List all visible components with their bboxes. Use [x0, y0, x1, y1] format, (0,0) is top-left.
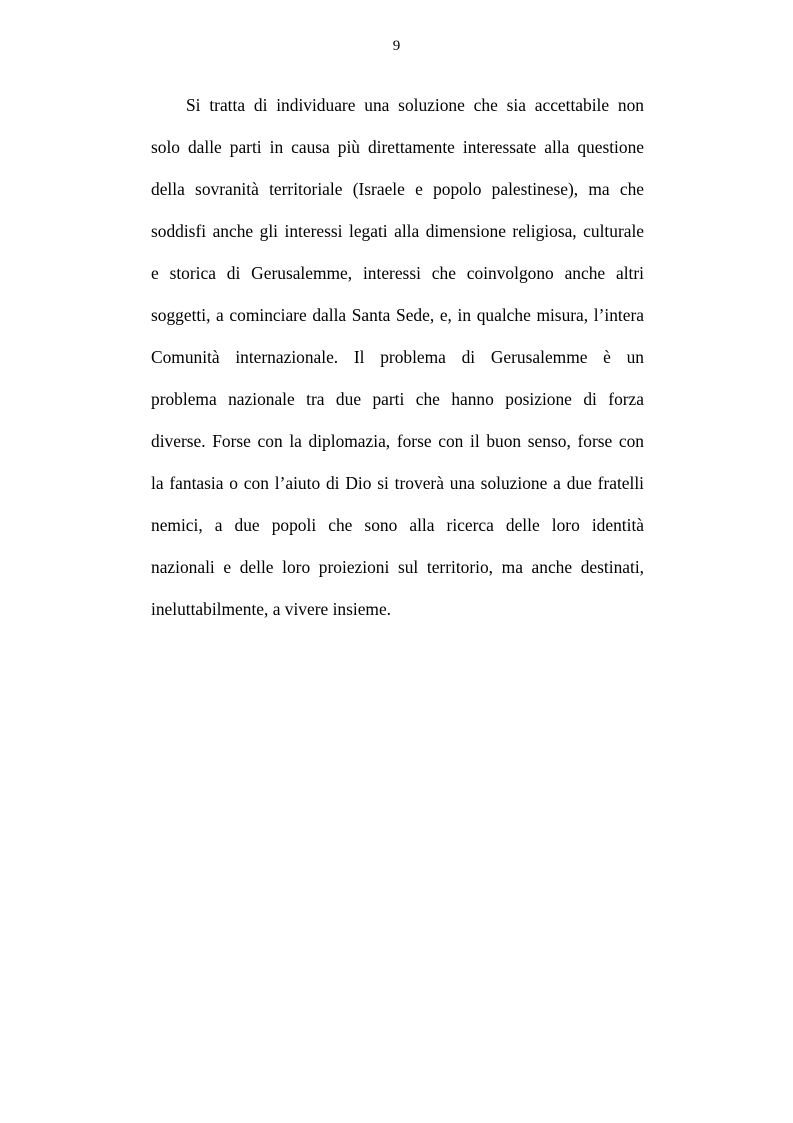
body-paragraph — [151, 84, 644, 630]
paragraph-line: Comunità internazionale. Il problema di Gerusalemme è un — [151, 347, 644, 367]
paragraph-line: nazionali e delle loro proiezioni sul territorio, ma anche destinati, — [151, 557, 644, 577]
paragraph-line: soddisfi anche gli interessi legati alla dimensione religiosa, culturale — [151, 221, 644, 241]
paragraph-line: ineluttabilmente, a vivere insieme. — [151, 599, 392, 619]
paragraph-line: e storica di Gerusalemme, interessi che coinvolgono anche altri — [151, 263, 644, 283]
paragraph-line: soggetti, a cominciare dalla Santa Sede, e, in qualche misura, l’intera — [151, 305, 644, 325]
paragraph-line: solo dalle parti in causa più direttamente interessate alla questione — [151, 137, 644, 157]
paragraph-line: nemici, a due popoli che sono alla ricerca delle loro identità — [151, 515, 644, 535]
paragraph-line: Si tratta di individuare una soluzione che sia accettabile non — [186, 95, 644, 115]
paragraph-line: diverse. Forse con la diplomazia, forse con il buon senso, forse con — [151, 431, 644, 451]
page-number: 9 — [392, 38, 401, 54]
paragraph-line: problema nazionale tra due parti che hanno posizione di forza — [151, 389, 644, 409]
paragraph-line: della sovranità territoriale (Israele e popolo palestinese), ma che — [151, 179, 644, 199]
paragraph-line: la fantasia o con l’aiuto di Dio si troverà una soluzione a due fratelli — [151, 473, 644, 493]
